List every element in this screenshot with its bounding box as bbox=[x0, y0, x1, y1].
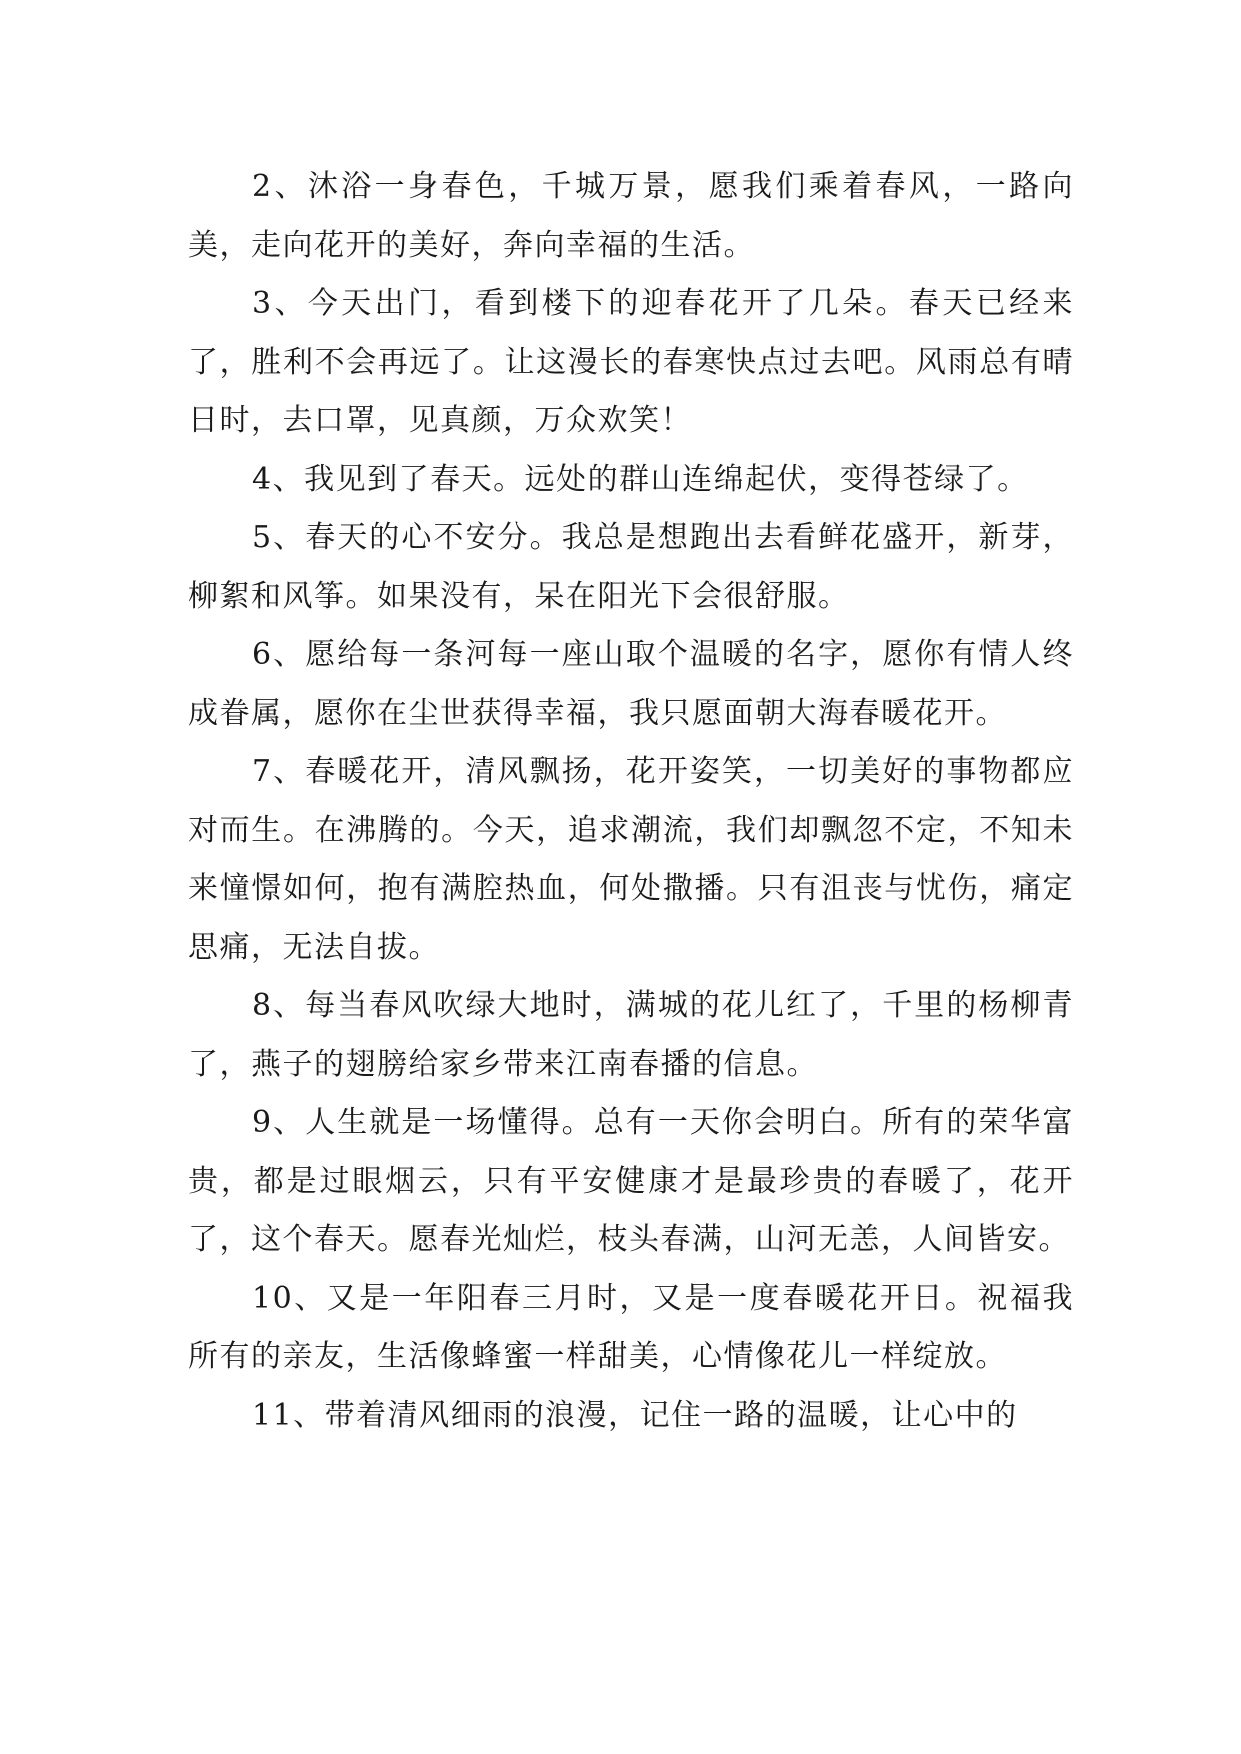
paragraph-8: 8、每当春风吹绿大地时，满城的花儿红了，千里的杨柳青了，燕子的翅膀给家乡带来江南春播的信息。 bbox=[188, 988, 1074, 1082]
paragraph-7: 7、春暖花开，清风飘扬，花开姿笑，一切美好的事物都应对而生。在沸腾的。今天，追求潮流，我们却飘忽不定，不知未来憧憬如何，抱有满腔热血，何处撒播。只有沮丧与忧伤，痛定思痛，无法自拔。 bbox=[188, 754, 1074, 965]
paragraph-9: 9、人生就是一场懂得。总有一天你会明白。所有的荣华富贵，都是过眼烟云，只有平安健康才是最珍贵的春暖了，花开了，这个春天。愿春光灿烂，枝头春满，山河无恙，人间皆安。 bbox=[188, 1105, 1074, 1257]
document-body bbox=[188, 158, 1074, 1445]
paragraph-6: 6、愿给每一条河每一座山取个温暖的名字，愿你有情人终成眷属，愿你在尘世获得幸福，我只愿面朝大海春暖花开。 bbox=[188, 637, 1074, 731]
paragraph-4: 4、我见到了春天。远处的群山连绵起伏，变得苍绿了。 bbox=[252, 461, 1029, 497]
paragraph-10: 10、又是一年阳春三月时，又是一度春暖花开日。祝福我所有的亲友，生活像蜂蜜一样甜美，心情像花儿一样绽放。 bbox=[188, 1280, 1074, 1374]
paragraph-2: 2、沐浴一身春色，千城万景，愿我们乘着春风，一路向美，走向花开的美好，奔向幸福的生活。 bbox=[188, 169, 1074, 263]
paragraph-11: 11、带着清风细雨的浪漫，记住一路的温暖，让心中的 bbox=[252, 1397, 1018, 1433]
paragraph-3: 3、今天出门，看到楼下的迎春花开了几朵。春天已经来了，胜利不会再远了。让这漫长的春寒快点过去吧。风雨总有晴日时，去口罩，见真颜，万众欢笑！ bbox=[188, 286, 1074, 438]
paragraph-5: 5、春天的心不安分。我总是想跑出去看鲜花盛开，新芽，柳絮和风筝。如果没有，呆在阳光下会很舒服。 bbox=[188, 520, 1074, 614]
